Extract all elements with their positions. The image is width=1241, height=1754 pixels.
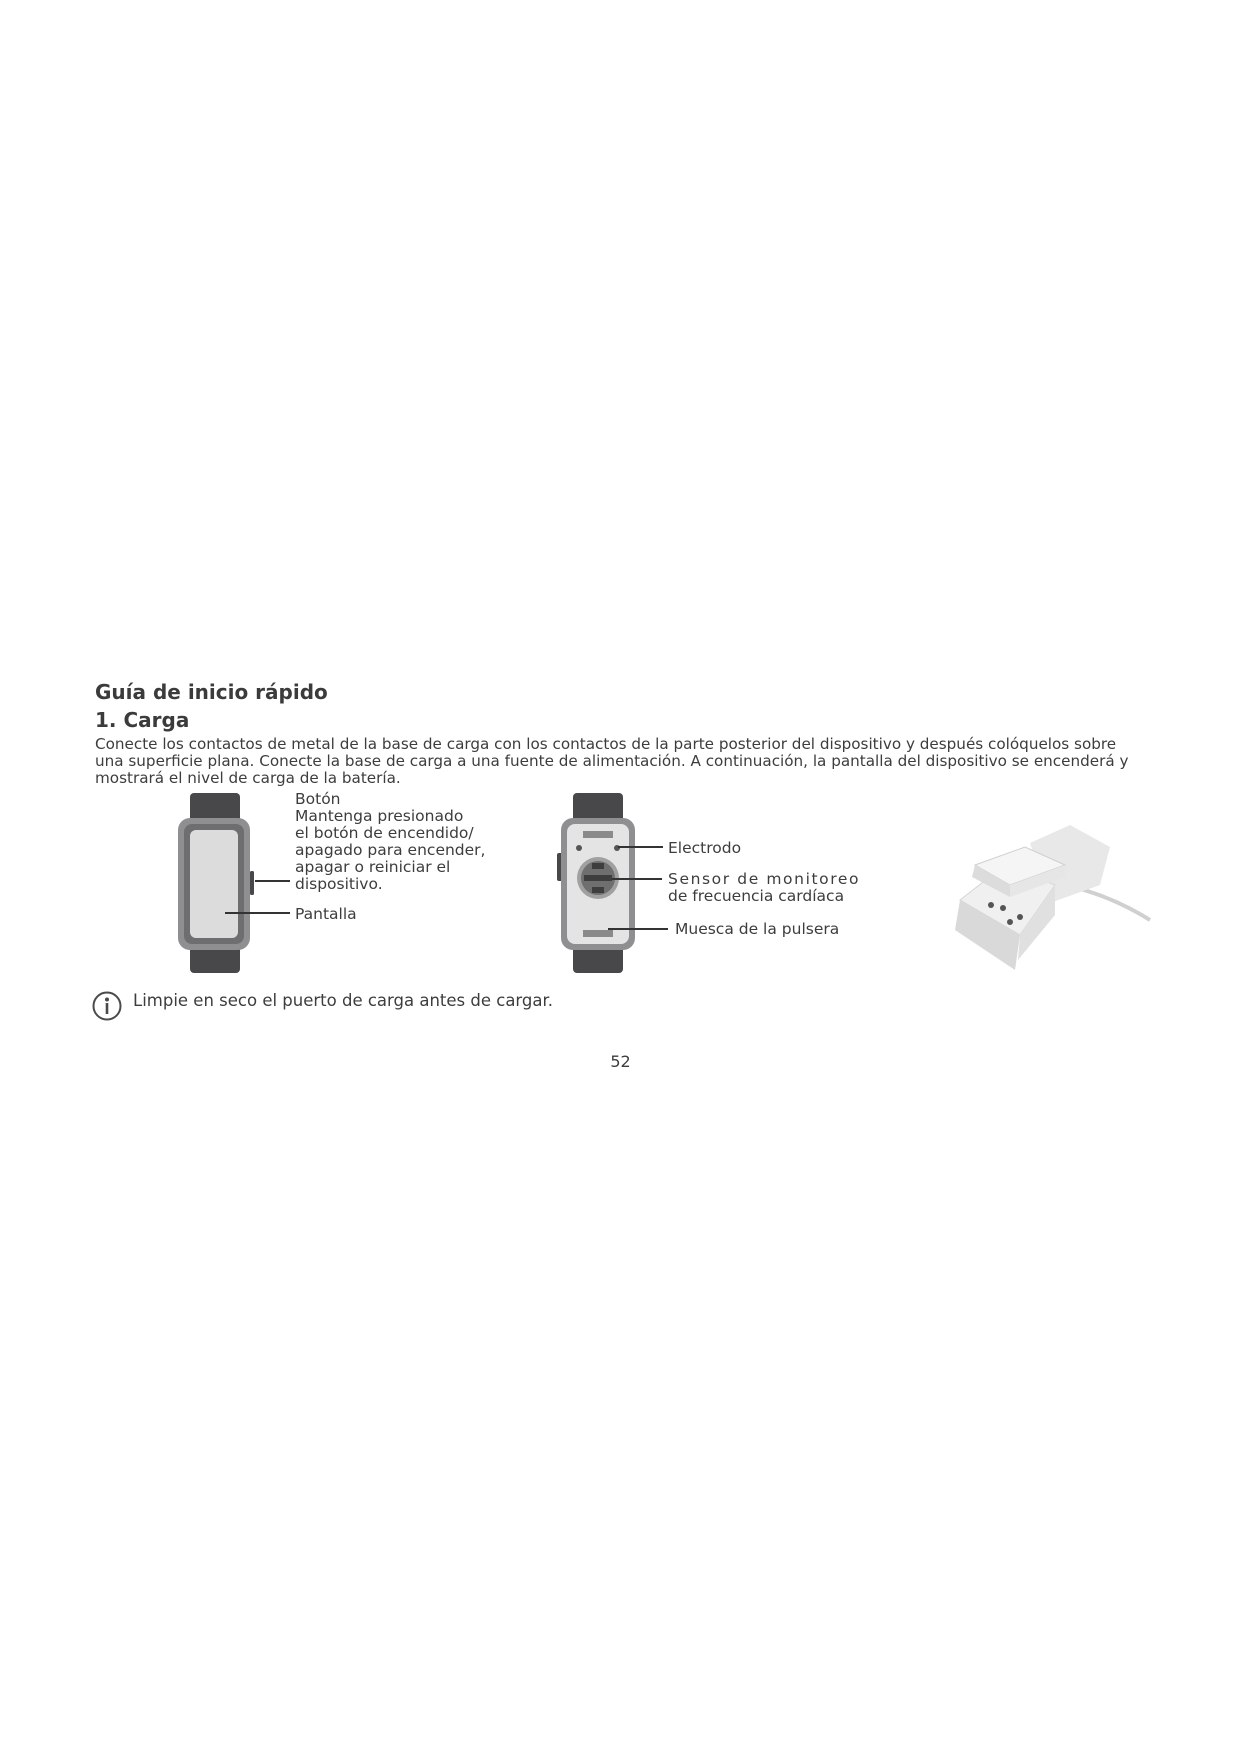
button-desc-line: apagado para encender, [295,841,486,859]
note-text: Limpie en seco el puerto de carga antes de cargar. [133,991,554,1010]
sensor-leader-line [612,878,667,880]
button-label-group [295,791,485,893]
button-desc-line: Mantenga presionado [295,807,464,825]
watch-front-illustration [170,793,265,973]
electrode-leader-line [618,846,668,848]
button-desc-line: apagar o reiniciar el [295,858,451,876]
screen-leader-line [225,912,295,914]
button-label: Botón [295,790,341,808]
section-title: 1. Carga [95,708,190,732]
button-desc-line: el botón de encendido/ [295,824,474,842]
button-leader-line [255,880,295,882]
instructions-paragraph [95,736,1155,787]
strap-notch-label: Muesca de la pulsera [675,920,840,938]
page-heading: Guía de inicio rápido [95,680,328,704]
sensor-label-line2: de frecuencia cardíaca [668,887,845,905]
watch-back-illustration [550,793,650,973]
screen-label: Pantalla [295,905,357,923]
charging-cradle-illustration [950,825,1150,970]
button-desc-line: dispositivo. [295,875,383,893]
electrode-label: Electrodo [668,839,742,857]
paragraph-line: mostrará el nivel de carga de la batería. [95,769,401,787]
notch-leader-line [608,928,673,930]
page-number: 52 [610,1052,631,1071]
paragraph-line: Conecte los contactos de metal de la base de carga con los contactos de la parte posterior del dispositivo y después colóquelos sobre [95,735,1117,753]
paragraph-line: una superficie plana. Conecte la base de carga a una fuente de alimentación. A continuación, la pantalla del dispositivo se encenderá y [95,752,1129,770]
info-circle-icon [91,990,123,1022]
sensor-label-line1: Sensor de monitoreo [668,870,861,888]
